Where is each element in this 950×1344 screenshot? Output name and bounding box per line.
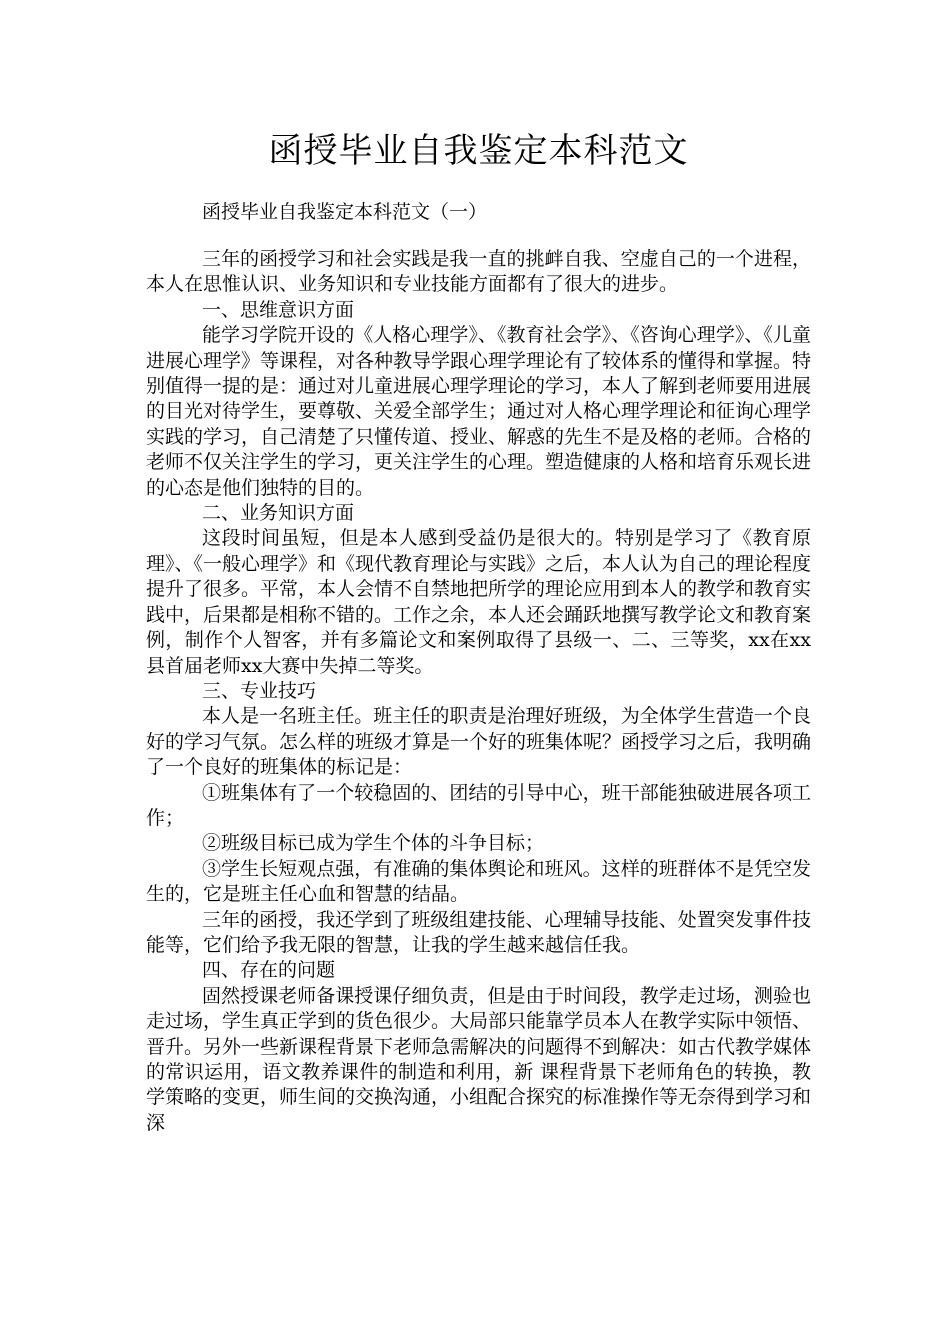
paragraph-intro: 三年的函授学习和社会实践是我一直的挑衅自我、空虚自己的一个进程，本人在思惟认识、业务知识和专业技能方面都有了很大的进步。 xyxy=(146,248,811,296)
paragraph-skills: 本人是一名班主任。班主任的职责是治理好班级，为全体学生营造一个良好的学习气氛。怎么样的班级才算是一个好的班集体呢？函授学习之后，我明确了一个良好的班集体的标记是： xyxy=(146,705,812,779)
paragraph-business: 这段时间虽短，但是本人感到受益仍是很大的。特别是学习了《教育原理》、《一般心理学》和《现代教育理论与实践》之后，本人认为自己的理论程度提升了很多。平常，本人会情不自禁地把所学的理论应用到本人的教学和教育实践中，后果都是相称不错的。工作之余，本人还会踊跃地撰写教学论文和教育案例，制作个人智客，并有多篇论文和案例取得了县级一、二、三等奖，xx在xx县首届老师xx大赛中失掉二等奖。 xyxy=(146,527,812,677)
paragraph-problems: 固然授课老师备课授课仔细负责，但是由于时间段，教学走过场，测验也走过场，学生真正学到的货色很少。大局部只能靠学员本人在教学实际中领悟、晋升。另外一些新课程背景下老师急需解决的问题得不到解决：如古代教学媒体的常识运用，语文教养课件的制造和利用，新 课程背景下老师角色的转换，教学策略的变更，师生间的交换沟通，小组配合探究的标准操作等无奈得到学习和深 xyxy=(146,984,812,1134)
paragraph-skills-summary: 三年的函授，我还学到了班级组建技能、心理辅导技能、处置突发事件技能等，它们给予我无限的智慧，让我的学生越来越信任我。 xyxy=(146,908,811,956)
section-subtitle: 函授毕业自我鉴定本科范文（一） xyxy=(202,201,488,223)
heading-thinking: 一、思维意识方面 xyxy=(202,298,355,321)
paragraph-thinking: 能学习学院开设的《人格心理学》、《教育社会学》、《咨询心理学》、《儿童进展心理学》等课程，对各种教导学跟心理学理论有了较体系的懂得和掌握。特别值得一提的是：通过对儿童进展心理学理论的学习，本人了解到老师要用进展的目光对待学生，要尊敬、关爱全部学生；通过对人格心理学理论和征询心理学实践的学习，自己清楚了只懂传道、授业、解惑的先生不是及格的老师。合格的老师不仅关注学生的学习，更关注学生的心理。塑造健康的人格和培育乐观长进的心态是他们独特的目的。 xyxy=(146,324,812,499)
heading-problems: 四、存在的问题 xyxy=(202,959,336,982)
body-text xyxy=(146,247,811,1136)
list-item-1: ①班集体有了一个较稳固的、团结的引导中心，班干部能独破进展各项工作； xyxy=(146,781,811,829)
list-item-2: ②班级目标已成为学生个体的斗争目标； xyxy=(202,832,545,855)
heading-business: 二、业务知识方面 xyxy=(202,502,355,525)
list-item-3: ③学生长短观点强，有准确的集体舆论和班风。这样的班群体不是凭空发生的，它是班主任心血和智慧的结晶。 xyxy=(146,857,811,906)
heading-skills: 三、专业技巧 xyxy=(202,679,317,702)
page-title: 函授毕业自我鉴定本科范文 xyxy=(268,131,689,171)
